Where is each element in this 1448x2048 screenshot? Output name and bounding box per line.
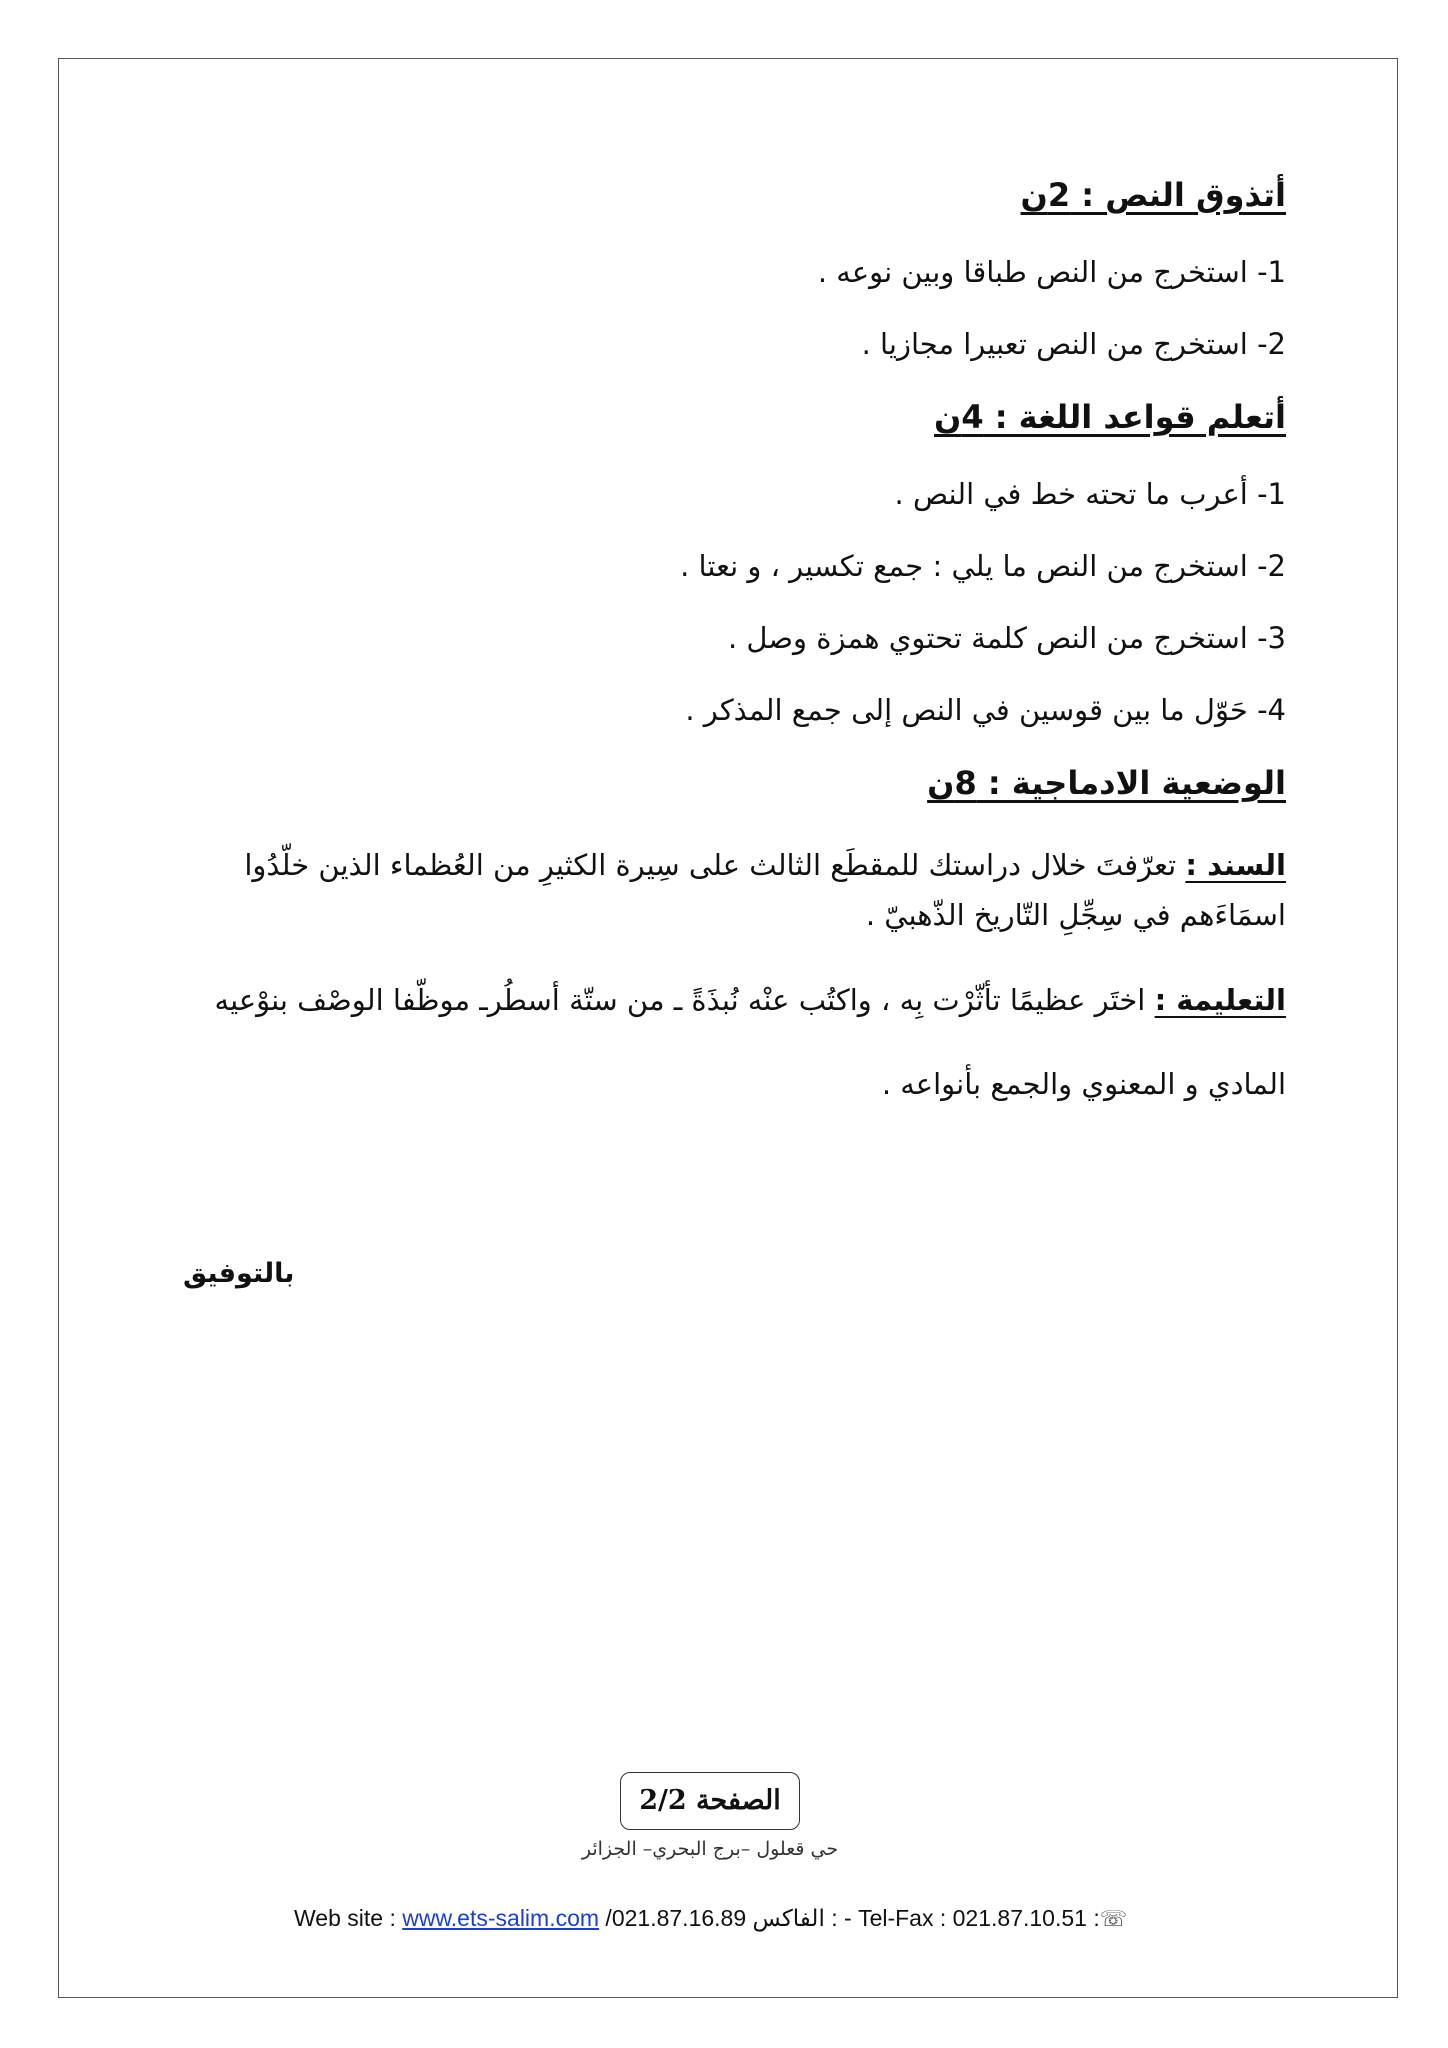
instruction-paragraph bbox=[200, 958, 1286, 1126]
support-paragraph bbox=[200, 840, 1286, 940]
fax-phone-text: /021.87.16.89 الفاكس : - Tel-Fax : 021.87.10.51 : bbox=[599, 1905, 1100, 1931]
contact-footer bbox=[294, 1905, 1127, 1932]
grammar-item-2: 2- استخرج من النص ما يلي : جمع تكسير ، و نعتا . bbox=[680, 549, 1286, 583]
phone-icon: ☏ bbox=[1099, 1906, 1128, 1931]
grammar-item-4: 4- حَوّل ما بين قوسين في النص إلى جمع المذكر . bbox=[685, 693, 1286, 727]
website-link[interactable]: www.ets-salim.com bbox=[402, 1905, 600, 1931]
taste-item-2: 2- استخرج من النص تعبيرا مجازيا . bbox=[861, 327, 1286, 361]
grammar-item-3: 3- استخرج من النص كلمة تحتوي همزة وصل . bbox=[728, 621, 1286, 655]
grammar-item-1: 1- أعرب ما تحته خط في النص . bbox=[894, 477, 1286, 511]
closing-wish: بالتوفيق bbox=[183, 1258, 295, 1289]
support-label: السند : bbox=[1185, 848, 1286, 882]
school-address: حي قعلول –برج البحري– الجزائر bbox=[581, 1838, 839, 1860]
taste-item-1: 1- استخرج من النص طباقا وبين نوعه . bbox=[817, 255, 1286, 289]
instruction-label: التعليمة : bbox=[1154, 983, 1286, 1017]
web-label: Web site : bbox=[294, 1905, 403, 1931]
support-text: تعرّفتَ خلال دراستك للمقطَع الثالث على سِيرة الكثيرِ من العُظماء الذين خلّدُوا اسمَاءَهم في سِجِّلِ التّاريخ الذّهبيّ . bbox=[244, 848, 1286, 932]
heading-taste: أتذوق النص : 2ن bbox=[1020, 176, 1286, 214]
heading-grammar: أتعلم قواعد اللغة : 4ن bbox=[934, 398, 1286, 436]
heading-integration: الوضعية الادماجية : 8ن bbox=[927, 764, 1286, 802]
instruction-text: اختَر عظيمًا تأثّرْت بِه ، واكتُب عنْه نُبذَةً ـ من ستّة أسطُرـ موظّفا الوصْف بنوْعيه المادي و المعنوي والجمع بأنواعه . bbox=[214, 983, 1286, 1101]
page-number-badge: الصفحة 2/2 bbox=[620, 1772, 800, 1830]
